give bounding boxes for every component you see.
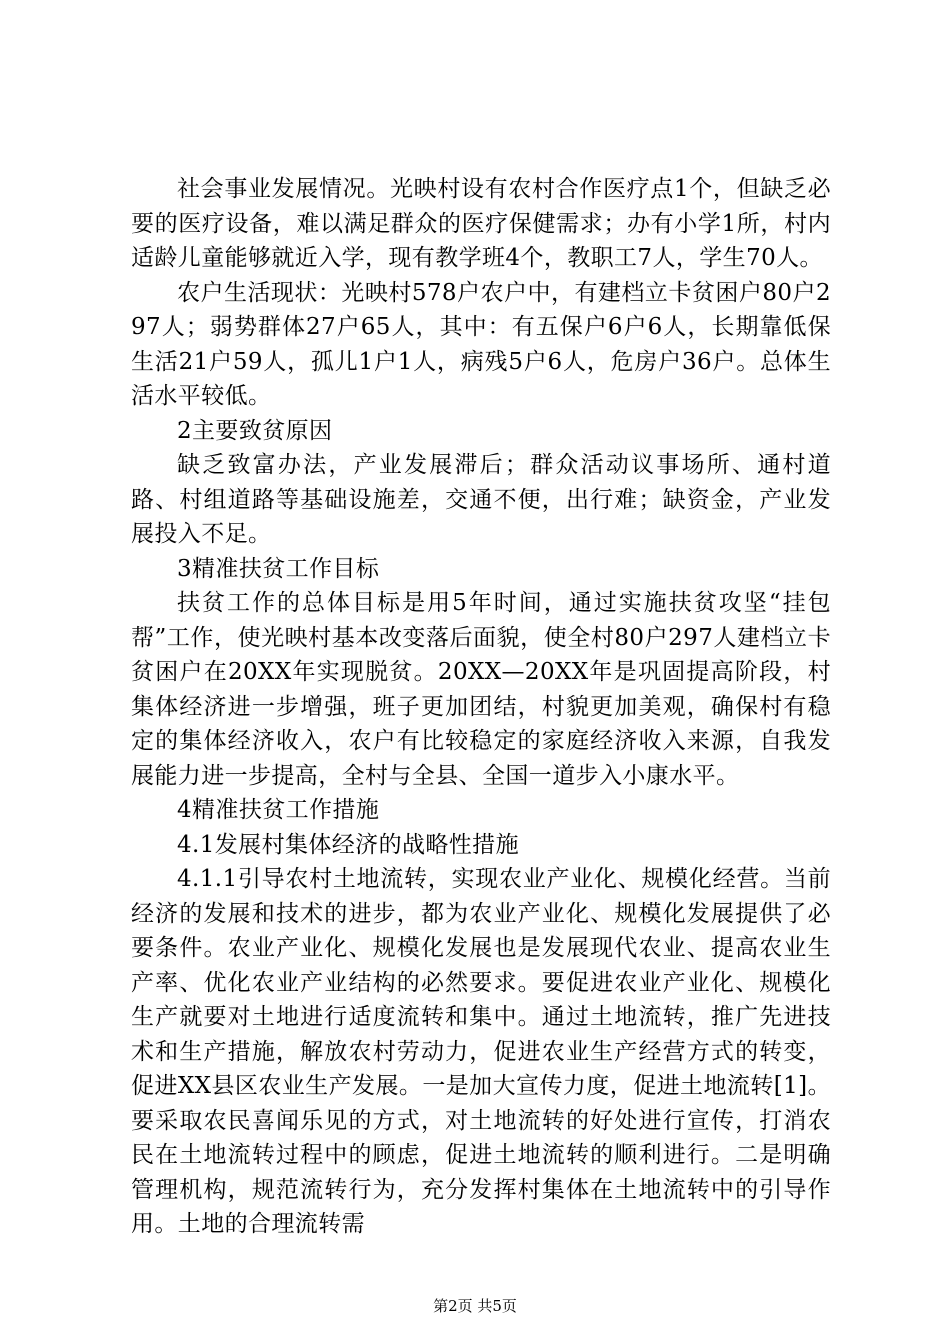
paragraph-poverty-causes: 缺乏致富办法，产业发展滞后；群众活动议事场所、通村道路、村组道路等基础设施差，交通不便，出行难；缺资金，产业发展投入不足。	[131, 452, 831, 547]
page-footer: 第2页 共5页	[433, 1297, 517, 1315]
paragraph-goals: 扶贫工作的总体目标是用5年时间，通过实施扶贫攻坚“挂包帮”工作，使光映村基本改变落后面貌，使全村80户297人建档立卡贫困户在20XX年实现脱贫。20XX—20XX年是巩固提高阶段，村集体经济进一步增强，班子更加团结，村貌更加美观，确保村有稳定的集体经济收入，农户有比较稳定的家庭经济收入来源，自我发展能力进一步提高，全村与全县、全国一道步入小康水平。	[131, 590, 831, 789]
paragraph-household-status: 农户生活现状：光映村578户农户中，有建档立卡贫困户80户297人；弱势群体27户65人，其中：有五保户6户6人，长期靠低保生活21户59人，孤儿1户1人，病残5户6人，危房户36户。总体生活水平较低。	[131, 279, 831, 409]
document-body	[131, 172, 831, 1242]
section-heading-poverty-causes: 2主要致贫原因	[177, 417, 333, 444]
section-heading-measures: 4精准扶贫工作措施	[177, 797, 380, 823]
paragraph-social-development: 社会事业发展情况。光映村设有农村合作医疗点1个，但缺乏必要的医疗设备，难以满足群众的医疗保健需求；办有小学1所，村内适龄儿童能够就近入学，现有教学班4个，教职工7人，学生70人。	[131, 176, 831, 271]
paragraph-land-transfer: 4.1.1引导农村土地流转，实现农业产业化、规模化经营。当前经济的发展和技术的进步，都为农业产业化、规模化发展提供了必要条件。农业产业化、规模化发展也是发展现代农业、提高农业生产率、优化农业产业结构的必然要求。要促进农业产业化、规模化生产就要对土地进行适度流转和集中。通过土地流转，推广先进技术和生产措施，解放农村劳动力，促进农业生产经营方式的转变，促进XX县区农业生产发展。一是加大宣传力度，促进土地流转[1]。要采取农民喜闻乐见的方式，对土地流转的好处进行宣传，打消农民在土地流转过程中的顾虑，促进土地流转的顺利进行。二是明确管理机构，规范流转行为，充分发挥村集体在土地流转中的引导作用。土地的合理流转需	[131, 866, 831, 1237]
section-heading-goals: 3精准扶贫工作目标	[177, 555, 380, 582]
subsection-heading-collective-economy: 4.1发展村集体经济的战略性措施	[177, 831, 519, 858]
